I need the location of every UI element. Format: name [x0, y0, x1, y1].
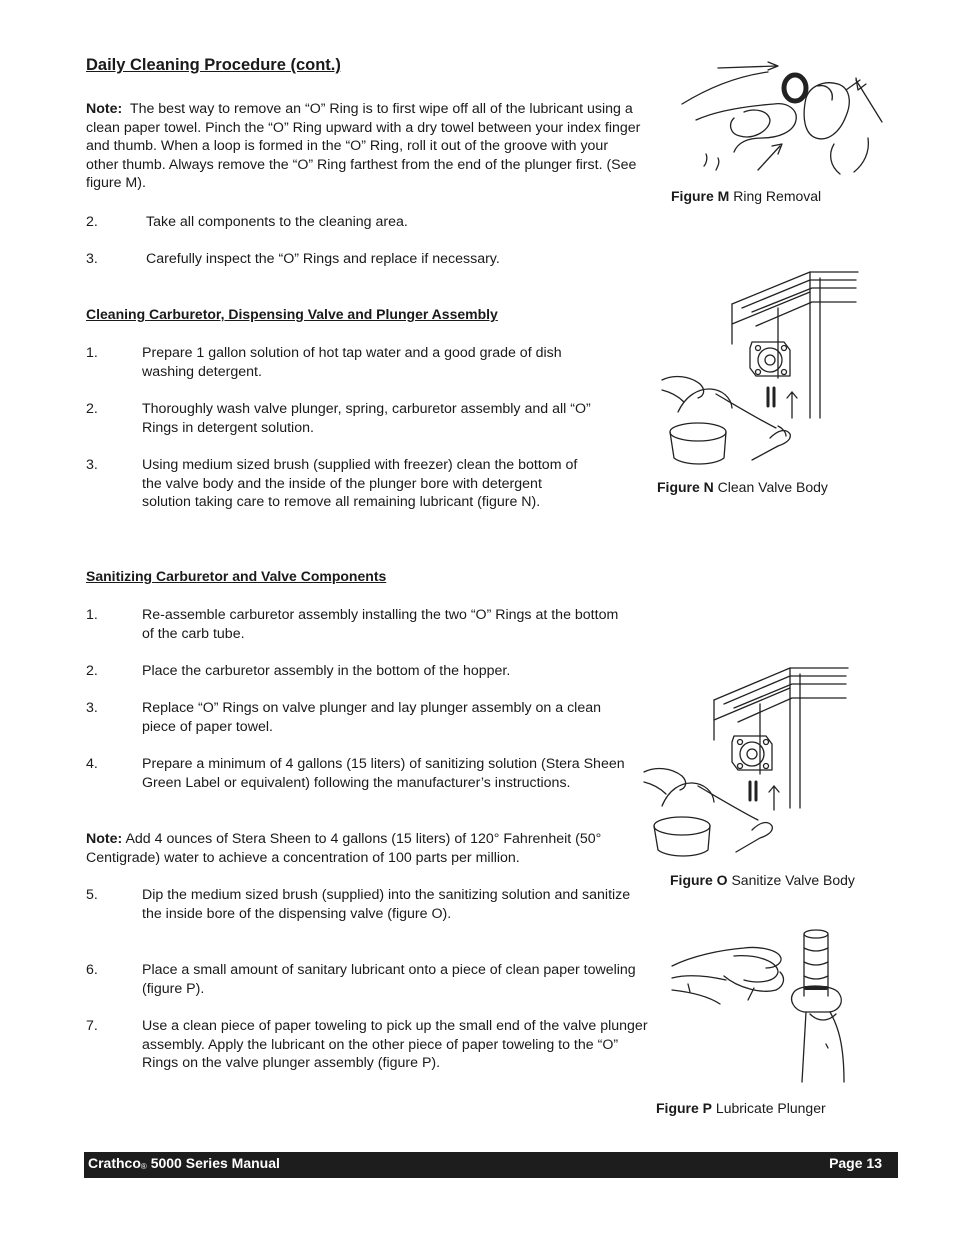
step-text: Place a small amount of sanitary lubricant onto a piece of clean paper toweling (figure P). — [142, 962, 636, 997]
registered-mark: ® — [140, 1162, 147, 1171]
step-text: Carefully inspect the “O” Rings and replace if necessary. — [146, 251, 500, 267]
footer-bar — [84, 1152, 898, 1178]
ring-removal-illustration — [678, 58, 893, 180]
figure-label: Figure O — [670, 872, 728, 888]
step-number: 5. — [86, 887, 98, 903]
note-label: Note: — [86, 101, 123, 117]
note-text: Add 4 ounces of Stera Sheen to 4 gallons (15 liters) of 120° Fahrenheit (50° Centigrade) water to achieve a concentration of 100 parts per million. — [86, 831, 602, 866]
sanitize-valve-body-illustration — [640, 664, 850, 864]
step-number: 2. — [86, 401, 98, 417]
step-number: 3. — [86, 700, 98, 716]
footer-page-number: Page 13 — [829, 1155, 882, 1171]
step-text: Thoroughly wash valve plunger, spring, carburetor assembly and all “O” Rings in detergent solution. — [142, 401, 591, 436]
clean-valve-body-illustration — [660, 268, 860, 468]
figure-caption: Sanitize Valve Body — [731, 872, 855, 888]
note-sanitizer — [86, 830, 636, 867]
figure-m-caption — [671, 188, 821, 204]
figure-label: Figure P — [656, 1100, 713, 1116]
figure-p-caption — [656, 1100, 826, 1116]
figure-n-caption — [657, 479, 828, 495]
step-text: Dip the medium sized brush (supplied) into the sanitizing solution and sanitize the inside bore of the dispensing valve (figure O). — [142, 887, 631, 922]
note-text: The best way to remove an “O” Ring is to first wipe off all of the lubricant using a clean paper towel. Pinch the “O” Ring upward with a dry towel between your index finger and thumb. When a loop is formed in the “O” Ring, roll it out of the groove with your other thumb. Always remove the “O” Ring farthest from the end of the plunger first. (See figure M). — [86, 101, 641, 192]
step-text: Use a clean piece of paper toweling to pick up the small end of the valve plunger assembly. Apply the lubricant on the other piece of paper toweling to the “O” Rings on the valve plunger assembly (figure P). — [142, 1018, 648, 1072]
note-ring-removal — [86, 100, 642, 193]
figure-caption: Lubricate Plunger — [715, 1100, 826, 1116]
step-text: Place the carburetor assembly in the bottom of the hopper. — [142, 663, 511, 679]
step-text: Take all components to the cleaning area. — [146, 214, 408, 230]
step-number: 3. — [86, 457, 98, 473]
step-text: Re-assemble carburetor assembly installing the two “O” Rings at the bottom of the carb tube. — [142, 607, 619, 642]
step-number: 1. — [86, 345, 98, 361]
figure-o-caption — [670, 872, 855, 888]
step-number: 2. — [86, 214, 98, 230]
section-title-cleaning: Cleaning Carburetor, Dispensing Valve and Plunger Assembly — [86, 306, 498, 322]
step-number: 6. — [86, 962, 98, 978]
figure-caption: Ring Removal — [733, 188, 822, 204]
step-text: Replace “O” Rings on valve plunger and lay plunger assembly on a clean piece of paper towel. — [142, 700, 601, 735]
note-label: Note: — [86, 831, 123, 847]
footer-brand: Crathco — [88, 1155, 141, 1171]
step-number: 1. — [86, 607, 98, 623]
section-title-sanitizing: Sanitizing Carburetor and Valve Components — [86, 568, 387, 584]
figure-label: Figure N — [657, 479, 714, 495]
step-number: 4. — [86, 756, 98, 772]
lubricate-plunger-illustration — [668, 926, 858, 1084]
footer-manual: 5000 Series Manual — [146, 1155, 280, 1171]
step-text: Prepare a minimum of 4 gallons (15 liters) of sanitizing solution (Stera Sheen Green Label or equivalent) following the manufacturer’s instructions. — [142, 756, 625, 791]
footer-manual-title — [88, 1155, 280, 1171]
step-text: Using medium sized brush (supplied with freezer) clean the bottom of the valve body and the inside of the plunger bore with detergent solution taking care to remove all remaining lubricant (figure N). — [142, 457, 578, 511]
page-heading: Daily Cleaning Procedure (cont.) — [86, 56, 341, 74]
step-number: 2. — [86, 663, 98, 679]
figure-label: Figure M — [671, 188, 730, 204]
figure-caption: Clean Valve Body — [717, 479, 828, 495]
step-number: 7. — [86, 1018, 98, 1034]
step-number: 3. — [86, 251, 98, 267]
step-text: Prepare 1 gallon solution of hot tap water and a good grade of dish washing detergent. — [142, 345, 562, 380]
